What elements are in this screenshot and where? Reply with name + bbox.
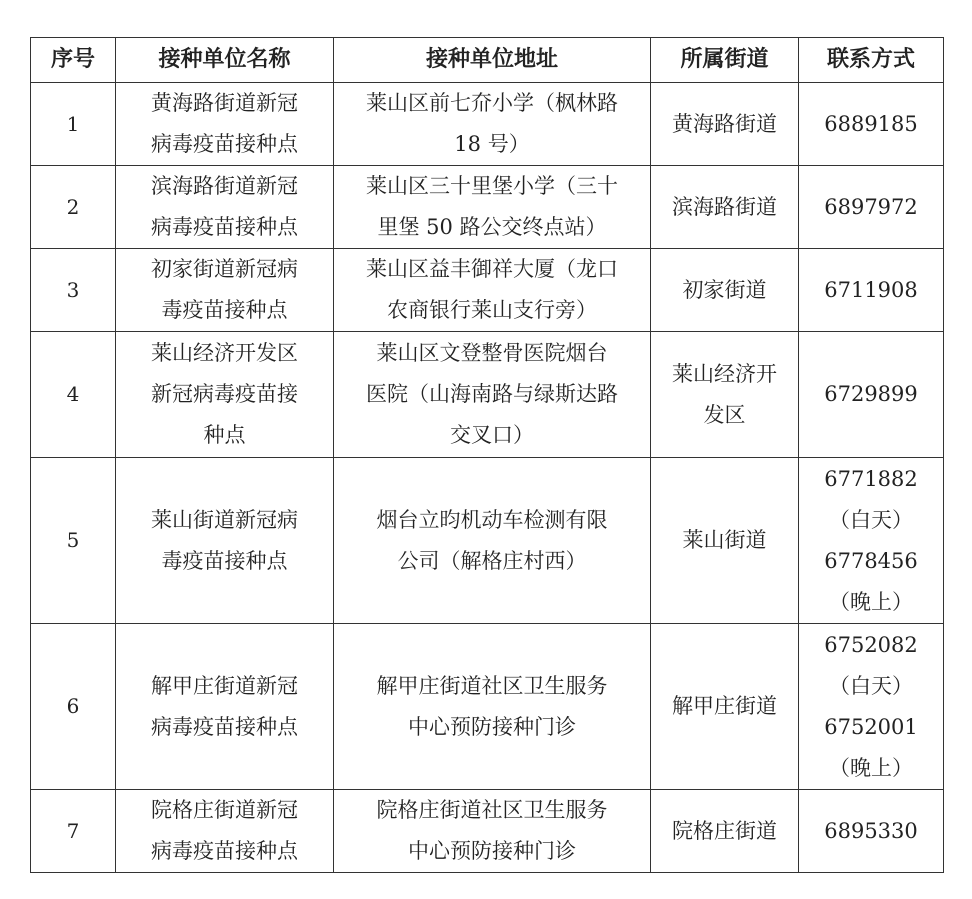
- cell-site-address-line: 18 号）: [454, 132, 530, 156]
- cell-number: 3: [31, 249, 116, 332]
- cell-site-name-line: 毒疫苗接种点: [161, 298, 288, 322]
- cell-number: 6: [31, 624, 116, 790]
- cell-site-address: [334, 458, 651, 624]
- cell-site-address-line: 医院（山海南路与绿斯达路: [366, 382, 618, 406]
- cell-site-address-line: 莱山区三十里堡小学（三十: [366, 174, 618, 198]
- cell-contact: [799, 332, 944, 458]
- cell-contact-text: [824, 270, 918, 311]
- cell-street: [651, 249, 799, 332]
- cell-street-line: 初家街道: [682, 277, 767, 302]
- cell-site-name-line: 病毒疫苗接种点: [151, 714, 298, 739]
- cell-contact-text: [824, 625, 918, 789]
- cell-site-address: [334, 332, 651, 458]
- cell-contact: [799, 166, 944, 249]
- cell-site-name-line: 病毒疫苗接种点: [151, 132, 298, 156]
- cell-site-address-line: 莱山区益丰御祥大厦（龙口: [366, 257, 618, 281]
- cell-contact: [799, 790, 944, 873]
- cell-contact-line: 6711908: [824, 277, 918, 302]
- cell-site-name-line: 莱山经济开发区: [151, 341, 298, 365]
- cell-street-line: 发区: [703, 402, 746, 427]
- cell-contact: [799, 83, 944, 166]
- cell-site-address: [334, 790, 651, 873]
- cell-contact-line: （白天）: [829, 673, 913, 698]
- cell-number: 5: [31, 458, 116, 624]
- cell-site-name-text: [151, 83, 298, 165]
- cell-site-name: [116, 166, 334, 249]
- cell-site-name-line: 毒疫苗接种点: [161, 548, 288, 573]
- cell-site-address-line: 里堡 50 路公交终点站）: [377, 215, 607, 239]
- cell-site-address-line: 交叉口）: [450, 423, 534, 447]
- cell-contact-text: [824, 811, 918, 852]
- cell-contact: [799, 458, 944, 624]
- cell-site-address-text: [366, 333, 618, 456]
- cell-site-name-line: 新冠病毒疫苗接: [151, 382, 298, 406]
- cell-site-name-line: 院格庄街道新冠: [151, 798, 298, 822]
- table-row: [31, 166, 944, 249]
- cell-contact-line: （白天）: [829, 507, 913, 532]
- table-row: [31, 790, 944, 873]
- cell-contact-line: 6897972: [824, 194, 918, 219]
- cell-street: [651, 83, 799, 166]
- cell-site-name: [116, 624, 334, 790]
- cell-contact-line: 6729899: [824, 382, 918, 406]
- cell-site-name-text: [151, 166, 298, 248]
- table-row: [31, 83, 944, 166]
- cell-contact-line: 6752001: [824, 714, 918, 739]
- cell-site-address-line: 农商银行莱山支行旁）: [387, 298, 597, 322]
- cell-contact-text: [824, 459, 918, 623]
- cell-contact-line: 6889185: [824, 111, 918, 136]
- cell-street: [651, 458, 799, 624]
- cell-number: 1: [31, 83, 116, 166]
- cell-street: [651, 624, 799, 790]
- cell-street-text: [672, 104, 777, 145]
- cell-site-name-text: [151, 790, 298, 872]
- cell-site-name-text: [151, 666, 298, 748]
- table-header-row: [31, 38, 944, 83]
- cell-street: [651, 332, 799, 458]
- cell-contact: [799, 624, 944, 790]
- header-contact: 联系方式: [799, 38, 944, 83]
- cell-site-name: [116, 332, 334, 458]
- cell-site-name-line: 黄海路街道新冠: [151, 91, 298, 115]
- cell-site-name-line: 病毒疫苗接种点: [151, 215, 298, 239]
- cell-site-name-line: 初家街道新冠病: [151, 257, 298, 281]
- vaccination-sites-table: [30, 37, 944, 873]
- header-street: 所属街道: [651, 38, 799, 83]
- header-site-address: 接种单位地址: [334, 38, 651, 83]
- header-number: 序号: [31, 38, 116, 83]
- cell-site-address-line: 中心预防接种门诊: [408, 714, 576, 739]
- cell-street-line: 滨海路街道: [672, 194, 777, 219]
- cell-site-name: [116, 249, 334, 332]
- cell-contact-line: （晚上）: [829, 589, 913, 614]
- header-site-name: 接种单位名称: [116, 38, 334, 83]
- cell-contact-line: 6895330: [824, 818, 918, 843]
- cell-site-address: [334, 166, 651, 249]
- cell-contact-line: 6778456: [824, 548, 918, 573]
- cell-site-name-text: [151, 500, 298, 582]
- cell-site-address-line: 解甲庄街道社区卫生服务: [376, 673, 608, 698]
- cell-contact-line: 6752082: [824, 632, 918, 657]
- cell-number: 2: [31, 166, 116, 249]
- cell-number: 4: [31, 332, 116, 458]
- cell-street: [651, 166, 799, 249]
- cell-street-line: 莱山街道: [682, 528, 767, 552]
- cell-contact-line: （晚上）: [829, 755, 913, 780]
- cell-site-name: [116, 790, 334, 873]
- cell-site-name-line: 莱山街道新冠病: [151, 507, 298, 532]
- cell-street-text: [672, 811, 777, 852]
- cell-site-address-line: 烟台立昀机动车检测有限: [376, 507, 608, 532]
- cell-street-text: [683, 270, 767, 311]
- cell-site-name-line: 种点: [203, 423, 246, 447]
- cell-site-address-line: 莱山区文登整骨医院烟台: [376, 341, 608, 365]
- cell-site-address-line: 公司（解格庄村西）: [397, 548, 587, 573]
- cell-street-text: [672, 187, 777, 228]
- cell-street-text: [672, 686, 777, 727]
- cell-site-name-line: 解甲庄街道新冠: [151, 673, 298, 698]
- cell-street-text: [683, 520, 767, 561]
- cell-site-name-text: [151, 333, 298, 456]
- cell-site-address-text: [366, 83, 618, 165]
- cell-site-name-line: 滨海路街道新冠: [151, 174, 298, 198]
- cell-site-address-text: [366, 249, 618, 331]
- cell-site-address-text: [377, 790, 608, 872]
- cell-street-line: 院格庄街道: [672, 818, 777, 843]
- cell-number: 7: [31, 790, 116, 873]
- cell-site-address: [334, 249, 651, 332]
- cell-street-line: 解甲庄街道: [672, 694, 777, 718]
- cell-street: [651, 790, 799, 873]
- cell-contact-text: [824, 187, 918, 228]
- cell-site-address-line: 中心预防接种门诊: [408, 839, 576, 863]
- cell-site-address-text: [377, 666, 608, 748]
- cell-contact-line: 6771882: [824, 466, 918, 491]
- cell-site-address: [334, 624, 651, 790]
- cell-site-name: [116, 458, 334, 624]
- table-row: [31, 249, 944, 332]
- table-row: [31, 624, 944, 790]
- cell-site-name-line: 病毒疫苗接种点: [151, 839, 298, 863]
- cell-site-name: [116, 83, 334, 166]
- table-row: [31, 458, 944, 624]
- cell-site-address-line: 莱山区前七夼小学（枫林路: [366, 91, 618, 115]
- cell-site-address: [334, 83, 651, 166]
- cell-contact: [799, 249, 944, 332]
- cell-contact-text: [824, 104, 918, 145]
- cell-site-address-text: [366, 166, 618, 248]
- cell-street-text: [672, 354, 777, 436]
- cell-street-line: 莱山经济开: [672, 361, 777, 386]
- table-row: [31, 332, 944, 458]
- cell-site-name-text: [151, 249, 298, 331]
- cell-contact-text: [824, 374, 918, 415]
- cell-street-line: 黄海路街道: [672, 111, 777, 136]
- cell-site-address-line: 院格庄街道社区卫生服务: [376, 798, 608, 822]
- cell-site-address-text: [377, 500, 608, 582]
